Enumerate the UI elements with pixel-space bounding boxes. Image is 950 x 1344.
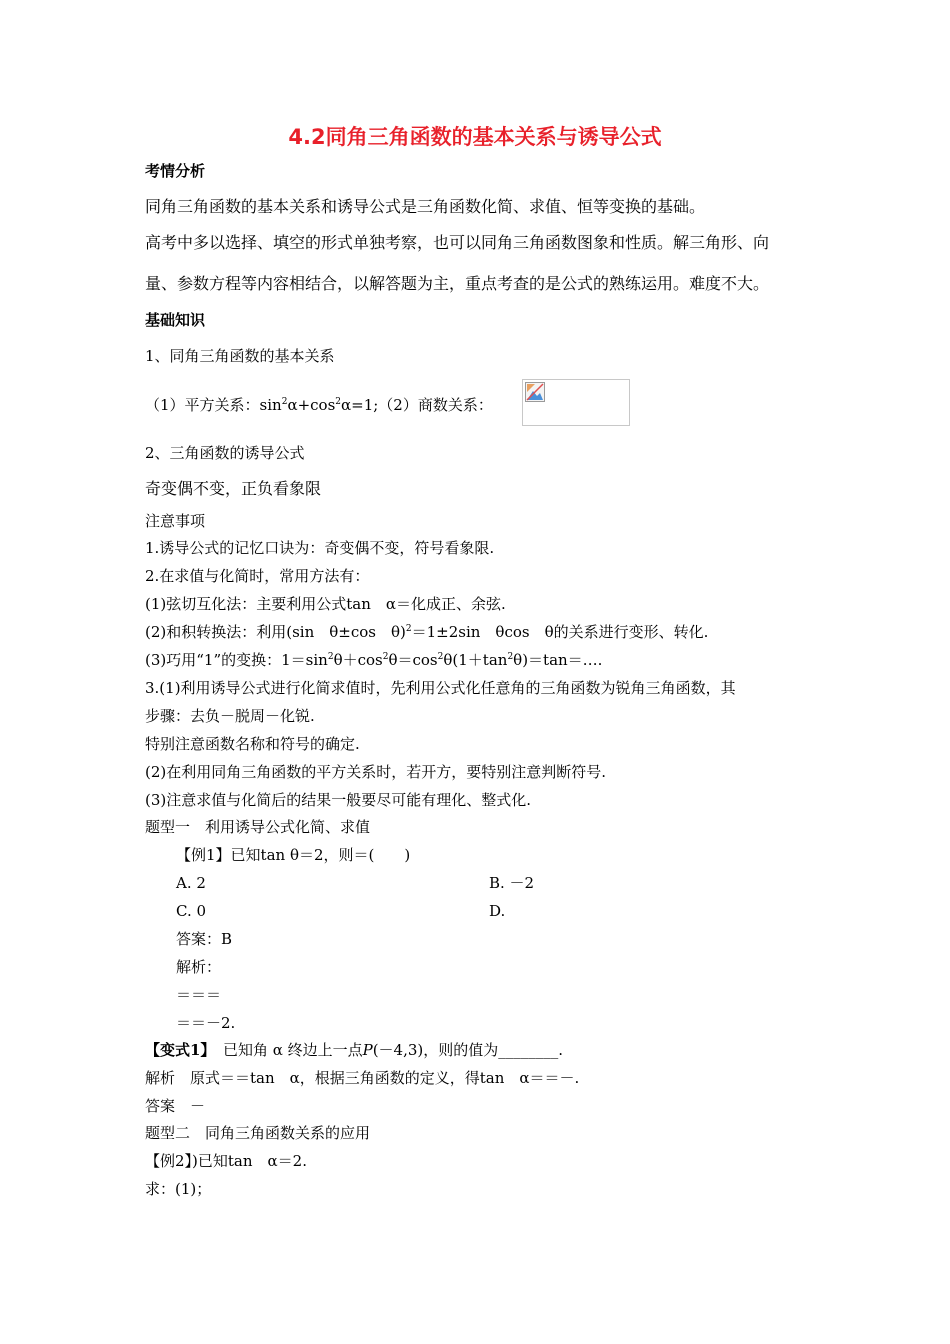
type-heading: 题型二 同角三角函数关系的应用 [145, 1124, 371, 1142]
section-heading-jichu: 基础知识 [145, 311, 206, 329]
answer: 答案：B [176, 930, 233, 948]
equation-line: ＝＝＝ [176, 986, 222, 1004]
example-ask: 求：(1)； [145, 1180, 212, 1198]
knowledge-item: 1、同角三角函数的基本关系 [145, 347, 335, 365]
paragraph: 高考中多以选择、填空的形式单独考察，也可以同角三角函数图象和性质。解三角形、向 [145, 233, 770, 252]
variant-answer: 答案 － [145, 1097, 206, 1115]
note-line: (3)注意求值与化简后的结果一般要尽可能有理化、整式化. [145, 791, 532, 809]
type-heading: 题型一 利用诱导公式化简、求值 [145, 818, 371, 836]
note-line: 1.诱导公式的记忆口诀为：奇变偶不变，符号看象限. [145, 539, 495, 557]
equation-line: ＝＝－2. [176, 1014, 236, 1032]
example-question: 【例2】)已知tan α＝2. [145, 1152, 307, 1170]
analysis-label: 解析： [176, 958, 222, 976]
note-line: 3.(1)利用诱导公式进行化简求值时，先利用公式化任意角的三角函数为锐角三角函数，其 [145, 679, 736, 697]
note-line: 步骤：去负－脱周－化锐. [145, 707, 315, 725]
paragraph: 量、参数方程等内容相结合，以解答题为主，重点考查的是公式的熟练运用。难度不大。 [145, 274, 770, 293]
section-heading-kaoqing: 考情分析 [145, 162, 206, 180]
note-line: (2)在利用同角三角函数的平方关系时，若开方，要特别注意判断符号. [145, 763, 607, 781]
note-line: (3)巧用“1”的变换：$1=\sin^2\theta+\cos^2\theta=\cos^2\theta(1+\tan^2\theta)=\tan=\dots$. [145, 651, 603, 669]
variant-question: 【变式1】 已知角 α 终边上一点P(－4,3)，则的值为________. [145, 1041, 564, 1059]
example-question: 【例1】已知tan θ＝2，则＝( ) [176, 846, 411, 864]
paragraph: 同角三角函数的基本关系和诱导公式是三角函数化简、求值、恒等变换的基础。 [145, 197, 706, 216]
option-c: C. 0 [176, 902, 207, 920]
note-line: 2.在求值与化简时，常用方法有： [145, 567, 370, 585]
option-d: D. [489, 902, 506, 920]
variant-analysis: 解析 原式＝＝tan α，根据三角函数的定义，得tan α＝＝－. [145, 1069, 580, 1087]
option-b: B. －2 [489, 874, 535, 892]
knowledge-rule: 奇变偶不变，正负看象限 [145, 479, 322, 498]
note-line: 特别注意函数名称和符号的确定. [145, 735, 360, 753]
note-line: (2)和积转换法：利用(sin θ±cos θ)$^2$＝1±2sin θcos θ的关系进行变形、转化. [145, 623, 709, 641]
note-line: (1)弦切互化法：主要利用公式tan α＝化成正、余弦. [145, 595, 506, 613]
broken-image-icon [525, 382, 545, 402]
option-a: A. 2 [176, 874, 206, 892]
page-title: 4.2同角三角函数的基本关系与诱导公式 [288, 125, 662, 149]
formula-line: （1）平方关系：$\sin^2\alpha+\cos^2\alpha=1;(2)$商数关系： [145, 396, 493, 414]
knowledge-item: 2、三角函数的诱导公式 [145, 444, 305, 462]
notes-heading: 注意事项 [145, 512, 206, 530]
broken-image-placeholder [522, 379, 630, 426]
